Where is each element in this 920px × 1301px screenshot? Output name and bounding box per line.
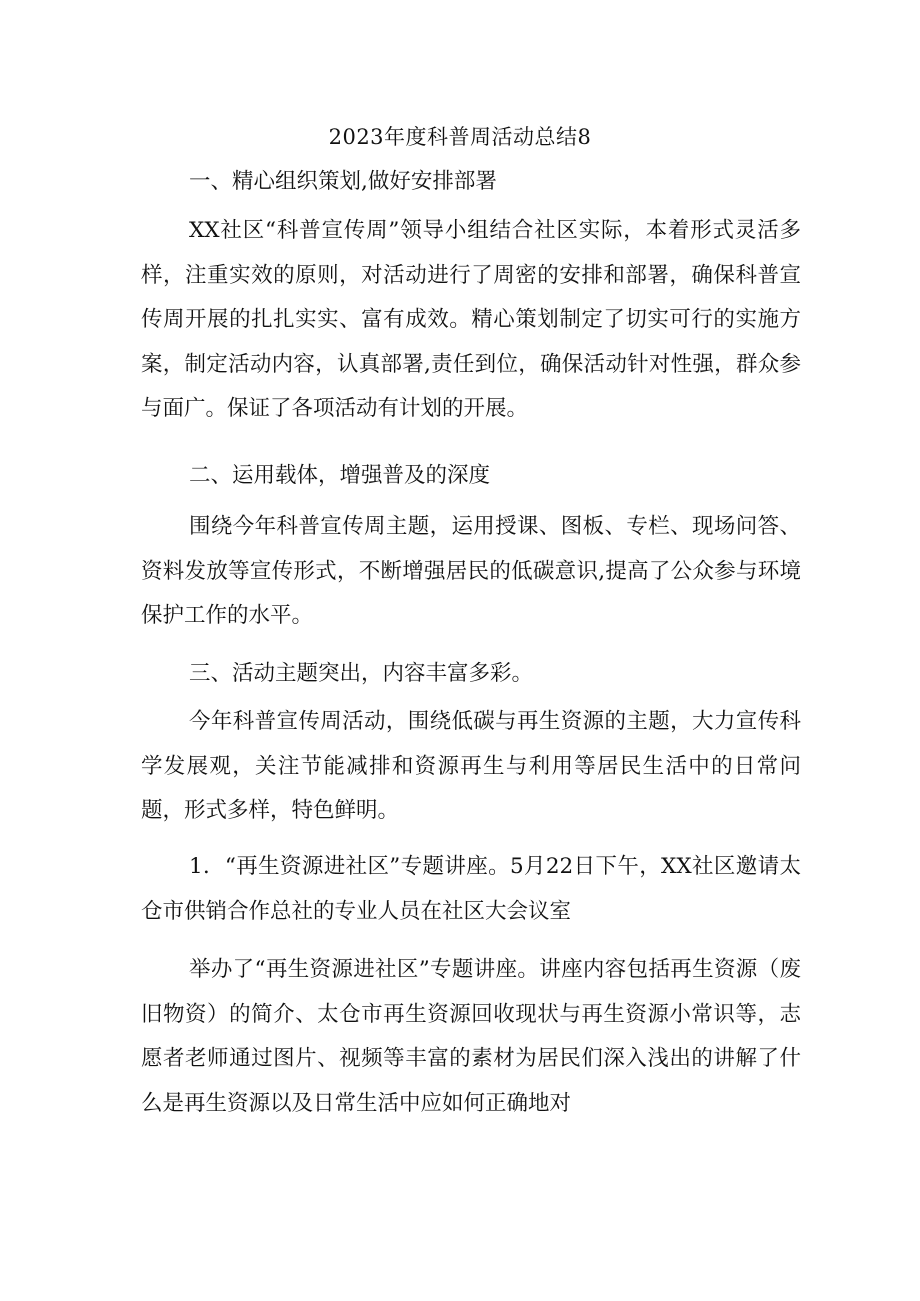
section-heading-2: 二、运用载体，增强普及的深度	[189, 463, 491, 488]
document-title: 2023年度科普周活动总结8	[328, 125, 592, 149]
section-3-paragraph-3: 举办了“再生资源进社区”专题讲座。讲座内容包括再生资源（废旧物资）的简介、太仓市再生资源回收现状与再生资源小常识等，志愿者老师通过图片、视频等丰富的素材为居民们深入浅出的讲解了什么是再生资源以及日常生活中应如何正确地对	[141, 957, 801, 1116]
section-1-paragraph-1: XX社区“科普宣传周”领导小组结合社区实际，本着形式灵活多样，注重实效的原则，对活动进行了周密的安排和部署，确保科普宣传周开展的扎扎实实、富有成效。精心策划制定了切实可行的实施方案，制定活动内容，认真部署,责任到位，确保活动针对性强，群众参与面广。保证了各项活动有计划的开展。	[141, 218, 801, 421]
section-3-paragraph-2: 1．“再生资源进社区”专题讲座。5月22日下午，XX社区邀请太仓市供销合作总社的专业人员在社区大会议室	[141, 854, 801, 924]
section-2-paragraph-1: 围绕今年科普宣传周主题，运用授课、图板、专栏、现场问答、资料发放等宣传形式，不断增强居民的低碳意识,提高了公众参与环境保护工作的水平。	[141, 514, 801, 628]
section-heading-3: 三、活动主题突出，内容丰富多彩。	[189, 661, 534, 686]
section-heading-1: 一、精心组织策划,做好安排部署	[189, 169, 497, 194]
section-3-paragraph-1: 今年科普宣传周活动，围绕低碳与再生资源的主题，大力宣传科学发展观，关注节能减排和资源再生与利用等居民生活中的日常问题，形式多样，特色鲜明。	[141, 709, 801, 823]
